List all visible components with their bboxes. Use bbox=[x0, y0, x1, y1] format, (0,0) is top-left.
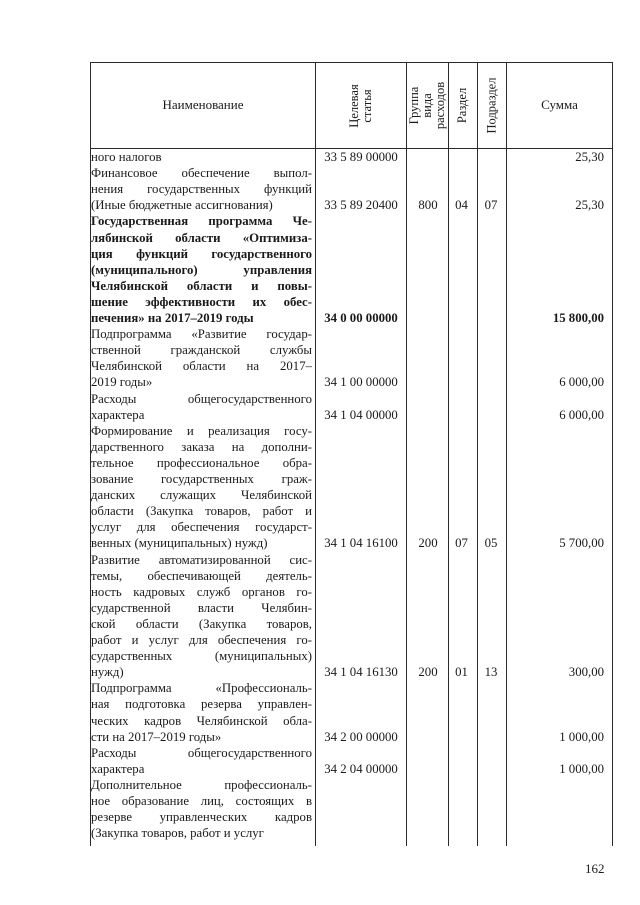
row-name-line: (муниципального) управления bbox=[91, 262, 312, 277]
header-name: Наименование bbox=[162, 97, 244, 112]
row-name-line: печения» на 2017–2019 годы bbox=[91, 311, 254, 325]
row-name-line: венных (муниципальных) нужд) bbox=[91, 536, 268, 551]
row-name-line: работ и услуг для обеспечения го- bbox=[91, 633, 312, 647]
row-subsection: 07 bbox=[484, 198, 498, 213]
header-section-label: Раздел bbox=[455, 87, 470, 124]
header-section bbox=[449, 63, 477, 148]
row-name-line: данских служащих Челябинской bbox=[91, 488, 312, 503]
row-name-line: Подпрограмма «Развитие государ- bbox=[91, 327, 312, 342]
row-name-line: характера bbox=[91, 407, 145, 422]
row-name-line: Челябинской области на 2017– bbox=[91, 359, 312, 374]
row-name-line: нения государственных функций bbox=[91, 182, 312, 197]
row-name-line: ная подготовка резерва управлен- bbox=[91, 697, 312, 712]
row-name-line: ного налогов bbox=[91, 150, 162, 164]
row-name-line: (Закупка товаров, работ и услуг bbox=[91, 826, 264, 841]
column-divider-group bbox=[406, 62, 407, 846]
page-number: 162 bbox=[585, 861, 605, 876]
row-name-line: шение эффективности их обес- bbox=[91, 294, 312, 309]
row-name-line: Расходы общегосударственного bbox=[91, 391, 312, 406]
row-name-line: ской области (Закупка товаров, bbox=[91, 616, 312, 631]
row-amount: 25,30 bbox=[575, 150, 604, 164]
row-name-line: ческих кадров Челябинской обла- bbox=[91, 713, 312, 728]
row-name-line: тельное профессиональное обра- bbox=[91, 455, 312, 470]
column-divider-section bbox=[448, 62, 449, 846]
row-target-article: 33 5 89 00000 bbox=[324, 150, 398, 164]
row-name-line: дарственного заказа на дополни- bbox=[91, 439, 312, 454]
row-name-line: зование государственных граж- bbox=[91, 472, 312, 486]
row-amount: 6 000,00 bbox=[559, 407, 604, 422]
header-subsection-label: Подраздел bbox=[484, 77, 499, 134]
column-divider-subsection bbox=[477, 62, 478, 846]
row-amount: 15 800,00 bbox=[552, 311, 604, 325]
row-section: 07 bbox=[455, 536, 468, 551]
column-divider-amount bbox=[506, 62, 507, 846]
row-name-line: Государственная программа Че- bbox=[91, 214, 312, 229]
row-name-line: лябинской области «Оптимиза- bbox=[91, 230, 312, 245]
row-name-line: нужд) bbox=[91, 665, 124, 680]
column-divider-code bbox=[315, 62, 316, 846]
row-target-article: 34 1 04 16100 bbox=[324, 536, 398, 551]
row-target-article: 33 5 89 20400 bbox=[324, 198, 398, 213]
row-name-line: сударственных (муниципальных) bbox=[91, 649, 312, 664]
row-target-article: 34 1 04 00000 bbox=[324, 407, 398, 422]
row-subsection: 05 bbox=[484, 536, 498, 551]
row-name-line: (Иные бюджетные ассигнования) bbox=[91, 198, 273, 213]
row-amount: 5 700,00 bbox=[559, 536, 604, 551]
row-section: 01 bbox=[455, 665, 468, 680]
row-amount: 1 000,00 bbox=[559, 729, 604, 744]
row-expense-group: 200 bbox=[418, 665, 438, 680]
header-expense-group-label: Группа вида расходов bbox=[407, 81, 448, 130]
row-section: 04 bbox=[455, 198, 468, 213]
header-subsection bbox=[478, 63, 506, 148]
header-target-article bbox=[316, 63, 406, 148]
row-target-article: 34 1 00 00000 bbox=[324, 375, 398, 390]
row-target-article: 34 2 04 00000 bbox=[324, 761, 398, 776]
row-target-article: 34 1 04 16130 bbox=[324, 665, 398, 680]
row-name-line: Подпрограмма «Профессиональ- bbox=[91, 681, 312, 696]
row-subsection: 13 bbox=[484, 665, 498, 680]
row-amount: 6 000,00 bbox=[559, 375, 604, 390]
row-target-article: 34 2 00 00000 bbox=[324, 729, 398, 744]
row-name-line: Дополнительное профессиональ- bbox=[91, 777, 312, 792]
row-amount: 300,00 bbox=[568, 665, 604, 680]
row-name-line: Формирование и реализация госу- bbox=[91, 423, 312, 438]
table-right-border bbox=[612, 62, 613, 846]
row-amount: 25,30 bbox=[575, 198, 604, 213]
row-name-line: Развитие автоматизированной сис- bbox=[91, 552, 312, 567]
header-expense-group bbox=[407, 63, 448, 148]
row-name-line: ное образование лиц, состоящих в bbox=[91, 794, 312, 808]
row-name-line: сти на 2017–2019 годы» bbox=[91, 729, 222, 744]
row-name-line: Финансовое обеспечение выпол- bbox=[91, 166, 312, 181]
row-name-line: услуг для обеспечения государст- bbox=[91, 520, 312, 535]
header-amount: Сумма bbox=[541, 97, 578, 112]
row-expense-group: 800 bbox=[418, 198, 438, 213]
row-name-line: ция функций государственного bbox=[91, 246, 312, 261]
row-expense-group: 200 bbox=[418, 536, 438, 551]
row-target-article: 34 0 00 00000 bbox=[324, 311, 398, 325]
row-name-line: ственной гражданской службы bbox=[91, 343, 312, 358]
row-name-line: Челябинской области и повы- bbox=[91, 278, 312, 293]
row-name-line: темы, обеспечивающей деятель- bbox=[91, 568, 312, 583]
row-name-line: ность кадровых служб органов го- bbox=[91, 584, 312, 599]
row-name-line: 2019 годы» bbox=[91, 375, 153, 390]
row-amount: 1 000,00 bbox=[559, 761, 604, 776]
row-name-line: характера bbox=[91, 761, 145, 776]
row-name-line: резерве управленческих кадров bbox=[91, 810, 312, 825]
row-name-line: сударственной власти Челябин- bbox=[91, 600, 312, 615]
header-target-article-label: Целевая статья bbox=[347, 83, 374, 128]
row-name-line: области (Закупка товаров, работ и bbox=[91, 504, 312, 519]
row-name-line: Расходы общегосударственного bbox=[91, 745, 312, 760]
